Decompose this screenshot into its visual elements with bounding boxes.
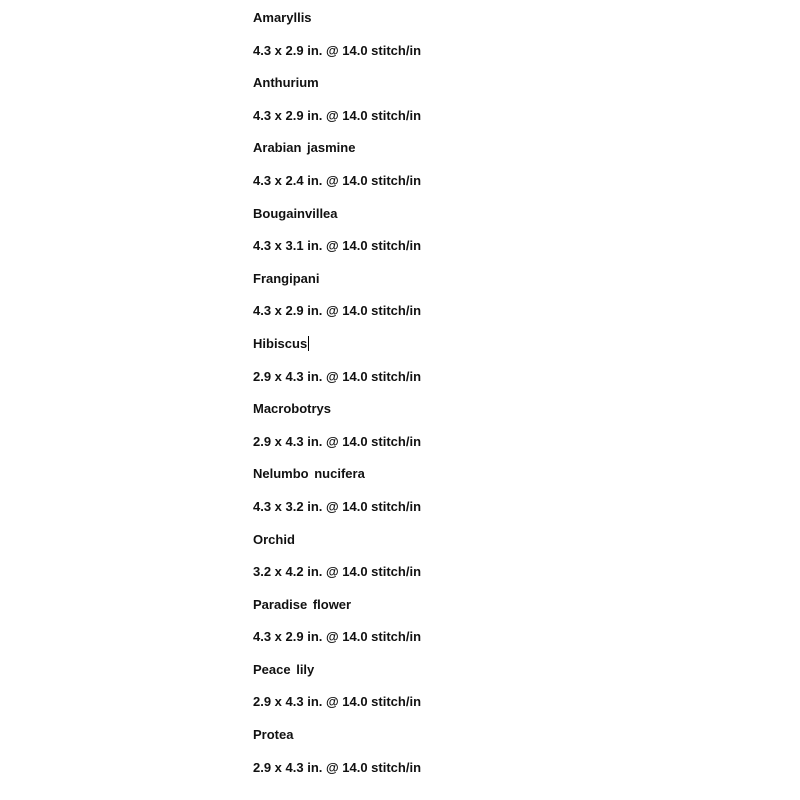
entry-name-with-caret [253, 335, 753, 368]
entry-size: 2.9 x 4.3 in. @ 14.0 stitch/in [253, 759, 422, 775]
entry-size: 2.9 x 4.3 in. @ 14.0 stitch/in [253, 694, 422, 710]
entry-name: Bougainvillea [253, 205, 338, 221]
entry-size: 4.3 x 2.9 in. @ 14.0 stitch/in [253, 303, 422, 319]
entry-name: Hibiscus [253, 335, 308, 351]
entry-size: 4.3 x 2.9 in. @ 14.0 stitch/in [253, 107, 422, 123]
entry-name: Frangipani [253, 270, 320, 286]
entry-name: Peace lily [253, 661, 315, 677]
entry-name: Orchid [253, 531, 295, 547]
entry-name: Paradise flower [253, 596, 352, 612]
entry-name: Anthurium [253, 75, 319, 91]
entry-size: 4.3 x 3.2 in. @ 14.0 stitch/in [253, 498, 422, 514]
entry-name: Nelumbo nucifera [253, 466, 365, 482]
entry-name: Amaryllis [253, 10, 312, 25]
document-body[interactable] [253, 9, 753, 791]
entry-size: 4.3 x 3.1 in. @ 14.0 stitch/in [253, 238, 422, 254]
entry-size: 2.9 x 4.3 in. @ 14.0 stitch/in [253, 368, 422, 384]
entry-name: Protea [253, 727, 294, 743]
entry-size: 3.2 x 4.2 in. @ 14.0 stitch/in [253, 564, 422, 580]
entry-name: Arabian jasmine [253, 140, 356, 156]
entry-size: 2.9 x 4.3 in. @ 14.0 stitch/in [253, 433, 422, 449]
entry-name: Macrobotrys [253, 401, 332, 417]
entry-size: 4.3 x 2.9 in. @ 14.0 stitch/in [253, 42, 422, 58]
entry-size: 4.3 x 2.9 in. @ 14.0 stitch/in [253, 629, 422, 645]
entry-size: 4.3 x 2.4 in. @ 14.0 stitch/in [253, 172, 422, 188]
text-cursor [308, 336, 309, 351]
